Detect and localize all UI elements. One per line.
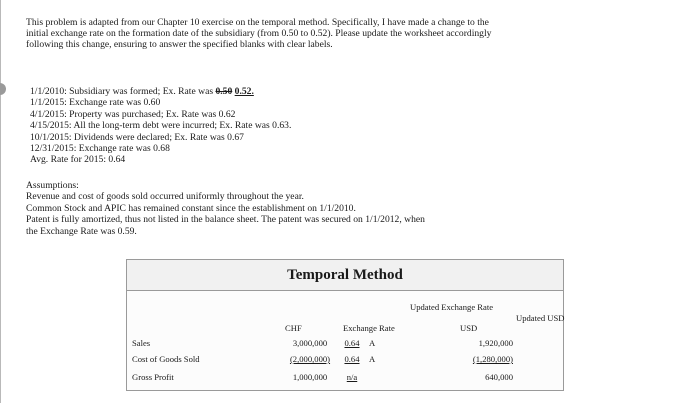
fact-dividends: 10/1/2015: Dividends were declared; Ex. Rate was 0.67: [30, 131, 244, 143]
header-usd: USD: [460, 323, 478, 333]
assumption-patent-rate: the Exchange Rate was 0.59.: [26, 225, 137, 237]
cogs-rate-flag: A: [369, 354, 376, 364]
assumption-stock: Common Stock and APIC has remained constant since the establishment on 1/1/2010.: [26, 202, 356, 214]
temporal-method-table: [126, 259, 564, 391]
fact-property: 4/1/2015: Property was purchased; Ex. Rate was 0.62: [30, 108, 236, 120]
scroll-marker: [0, 83, 6, 95]
row-label-gross-profit: Gross Profit: [132, 372, 174, 382]
fact-formation-text: 1/1/2010: Subsidiary was formed; Ex. Rate was: [30, 86, 216, 97]
sales-rate-flag: A: [369, 338, 376, 348]
cogs-usd: (1,280,000): [472, 354, 513, 364]
gross-profit-rate: n/a: [346, 372, 358, 382]
header-chf: CHF: [285, 323, 302, 333]
fact-year-end-rate: 12/31/2015: Exchange rate was 0.68: [30, 143, 170, 155]
fact-avg-rate: Avg. Rate for 2015: 0.64: [30, 154, 126, 166]
sales-rate: 0.64: [344, 338, 360, 348]
header-updated-usd: Updated USD: [516, 313, 565, 323]
fact-2015-rate: 1/1/2015: Exchange rate was 0.60: [30, 97, 161, 109]
gross-profit-usd: 640,000: [485, 372, 513, 382]
fact-formation: [30, 86, 291, 97]
header-updated-exchange-rate: Updated Exchange Rate: [410, 302, 494, 312]
assumption-patent: Patent is fully amortized, thus not listed in the balance sheet. The patent was secured on 1/1/2012, when: [26, 214, 425, 226]
new-rate: 0.52.: [234, 86, 254, 97]
page-left-edge: [0, 0, 1, 403]
header-exchange-rate: Exchange Rate: [343, 323, 395, 333]
cogs-chf: (2,000,000): [289, 354, 331, 364]
sales-usd: 1,920,000: [478, 338, 513, 348]
problem-intro: This problem is adapted from our Chapter 10 exercise on the temporal method. Specifically, I have made a change to the initial exchange rate on the formation date of the subsidiary (from 0.50 to 0.52). Please update the worksheet accordingly following this change, ensuring to answer the specified blanks with clear labels.: [26, 17, 492, 50]
facts-list: [30, 86, 291, 166]
row-label-sales: Sales: [132, 338, 151, 348]
fact-debt: 4/15/2015: All the long-term debt were incurred; Ex. Rate was 0.63.: [30, 120, 292, 132]
assumptions: [26, 180, 496, 237]
sales-chf: 3,000,000: [292, 338, 328, 348]
gross-profit-chf: 1,000,000: [292, 372, 328, 382]
assumptions-heading: Assumptions:: [26, 180, 79, 191]
cogs-rate: 0.64: [344, 354, 360, 364]
table-title: Temporal Method: [127, 260, 563, 291]
assumption-revenue: Revenue and cost of goods sold occurred uniformly throughout the year.: [26, 191, 304, 203]
row-label-cogs: Cost of Goods Sold: [132, 354, 200, 364]
old-rate-struck: 0.50: [215, 86, 233, 97]
